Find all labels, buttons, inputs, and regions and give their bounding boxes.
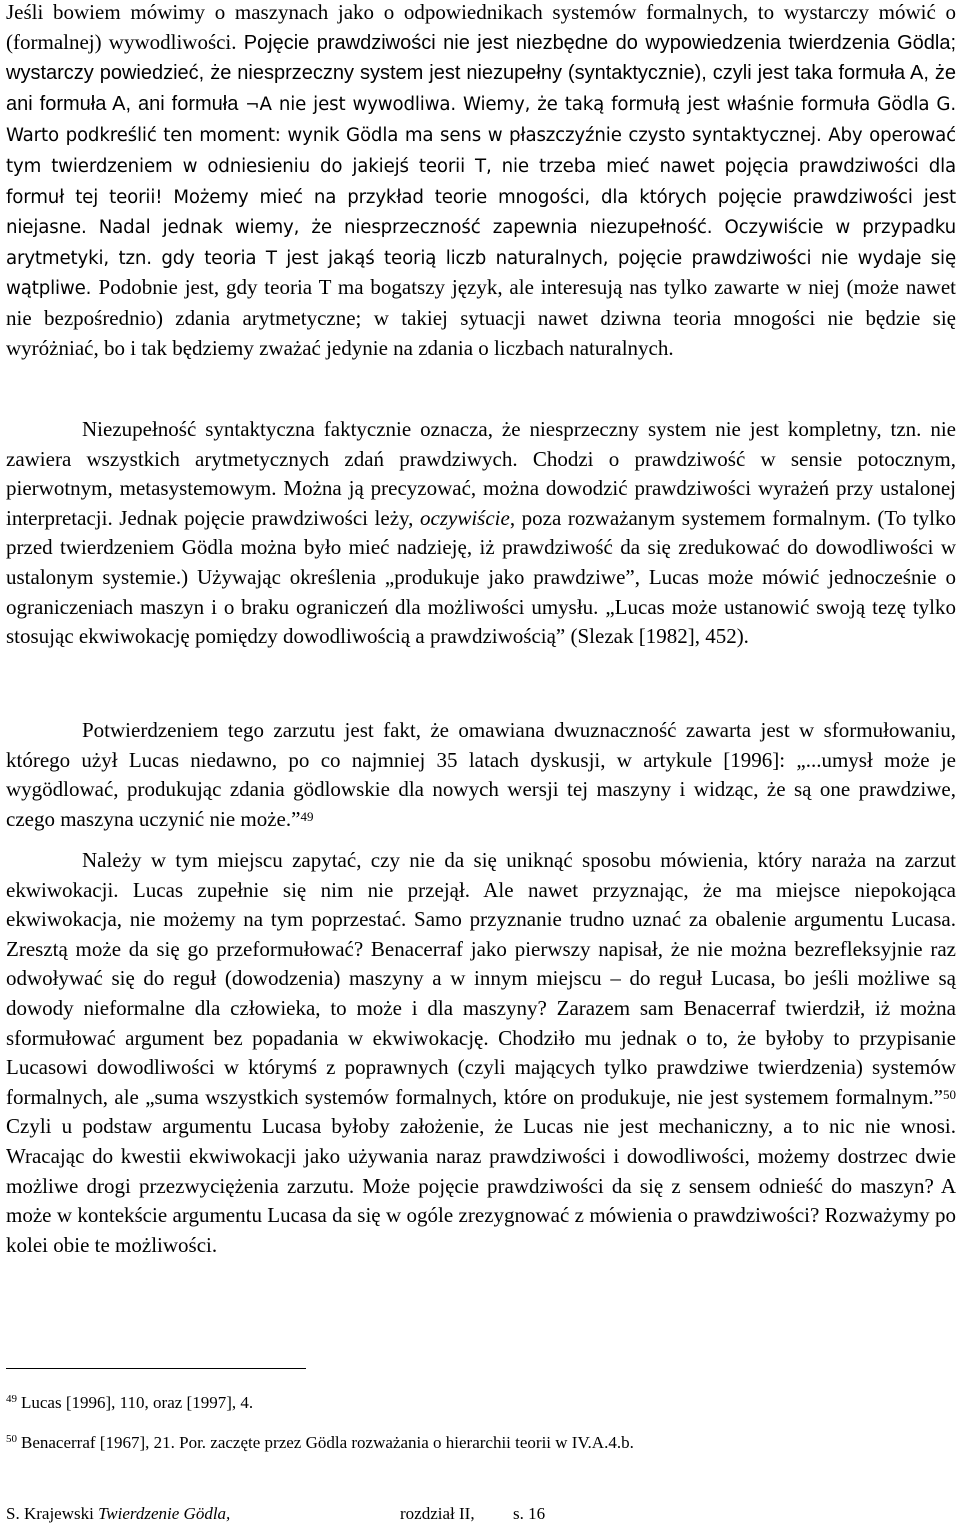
paragraph-3	[6, 716, 956, 834]
footnote-50	[6, 1432, 956, 1454]
text-segment: Potwierdzeniem tego zarzutu jest fakt, że omawiana dwuznaczność zawarta jest w sformułowaniu, którego użył Lucas niedawno, po co najmniej 35 latach dyskusji, w artykule [1996]: „...umysł może je wygödlować, produkując zdania gödlowskie dla nowych wersji tej maszyny i widząc, że są one prawdziwe, czego maszyna uczynić nie może.”	[6, 718, 956, 831]
text-segment: Czyli u podstaw argumentu Lucasa byłoby założenie, że Lucas nie jest mechaniczny, a to nic nie wnosi. Wracając do kwestii ekwiwokacji jako używania naraz prawdziwości i dowodliwości, możemy dostrzec dwie możliwe drogi przezwyciężenia zarzutu. Może pojęcie prawdziwości da się z sensem odnieść do maszyn? A może w kontekście argumentu Lucasa da się w ogóle zrezygnować z mówienia o prawdziwości? Rozważymy po kolei obie te możliwości.	[6, 1114, 956, 1257]
paragraph-2	[6, 415, 956, 652]
text-segment: , poza rozważanym systemem formalnym. (To tylko przed twierdzeniem Gödla można było mieć nadzieję, iż prawdziwość da się zredukować do dowodliwości w ustalonym systemie.) Używając określenia „produkuje jako prawdziwe”, Lucas może mówić jednocześnie o ograniczeniach maszyn i o braku ograniczeń dla możliwości umysłu. „Lucas może ustanowić swoją tezę tylko stosując ekwiwokację pomiędzy dowodliwością a prawdziwością” (Slezak [1982], 452).	[6, 505, 956, 649]
paragraph-1	[6, 0, 956, 363]
footer-author-text: S. Krajewski	[6, 1504, 99, 1523]
text-segment: A nie jest wywodliwa. Wiemy, że taką formułą jest właśnie formuła Gödla G. Warto podkreślić ten moment: wynik Gödla ma sens w płaszczyźnie czysto syntaktycznej. Aby operować tym twierdzeniem w odniesieniu do jakiejś teorii T, nie trzeba mieć nawet pojęcia prawdziwości dla formuł tej teorii! Możemy mieć na przykład teorie mnogości, dla których pojęcie prawdziwości jest niejasne. Nadal jednak wiemy, że niesprzeczność zapewnia niezupełność. Oczywiście w przypadku arytmetyki, tzn. gdy teoria T jest jakąś teorią liczb naturalnych, pojęcie prawdziwości nie wydaje się wątpliwe.	[6, 93, 956, 300]
footer-chapter: rozdział II,	[400, 1504, 475, 1523]
footnote-text: Lucas [1996], 110, oraz [1997], 4.	[21, 1393, 254, 1412]
footer-author	[6, 1503, 230, 1525]
footer-page-number: s. 16	[513, 1504, 546, 1523]
text-segment: Należy w tym miejscu zapytać, czy nie da się uniknąć sposobu mówienia, który naraża na zarzut ekwiwokacji. Lucas zupełnie się nim nie przejął. Ale nawet przyznając, że ma miejsce niepokojąca ekwiwokacja, nie możemy na tym poprzestać. Samo przyznanie trudno uznać za obalenie argumentu Lucasa. Zresztą może da się go przeformułować? Benacerraf jako pierwszy napisał, że nie można bezrefleksyjnie raz odwoływać się do reguł (dowodzenia) maszyny a w innym miejscu – do reguł Lucasa, bo jeśli możliwe są dowody nieformalne dla człowieka, to może i dla maszyny? Zarazem sam Benacerraf twierdził, iż można sformułować argument bez popadania w ekwiwokację. Chodziło mu jednak o to, że byłoby to przypisanie Lucasowi dowodliwości w którymś z poprawnych (czyli mających tylko prawdziwe twierdzenia) systemów formalnych, ale „suma wszystkich systemów formalnych, które on produkuje, nie jest systemem formalnym.”	[6, 848, 956, 1109]
footnote-ref: 49	[300, 808, 314, 824]
footnote-number: 49	[6, 1393, 17, 1405]
paragraph-4	[6, 846, 956, 1260]
footnote-49	[6, 1392, 956, 1414]
text-segment: Niezupełność syntaktyczna faktycznie oznacza, że niesprzeczny system nie jest kompletny, tzn. nie zawiera wszystkich arytmetycznych zdań prawdziwych. Chodzi o prawdziwość w sensie potocznym, pierwotnym, metasystemowym. Można ją precyzować, można dowodzić prawdziwości wyrażeń przy ustalonej interpretacji. Jednak pojęcie prawdziwości leży,	[6, 417, 956, 530]
text-segment: Jeśli bowiem mówimy o maszynach jako o odpowiednikach systemów formalnych, to wystarczy mówić o (formalnej) wywodliwości.	[6, 0, 956, 54]
text-segment: Podobnie jest, gdy teoria T ma bogatszy język, ale interesują nas tylko zawarte w niej (może nawet nie bezpośrednio) zdania arytmetyczne; w takiej sytuacji nawet dziwna teoria mnogości nie będzie się wyróżniać, bo i tak będziemy zważać jedynie na zdania o liczbach naturalnych.	[6, 275, 956, 360]
text-segment: Pojęcie prawdziwości nie jest niezbędne do wypowiedzenia twierdzenia Gödla; wystarczy powiedzieć, że niesprzeczny system jest niezupełny (syntaktycznie), czyli jest taka formuła A, że ani formuła A, ani formuła	[6, 31, 956, 115]
footnote-separator	[6, 1368, 306, 1369]
document-page	[6, 0, 956, 1529]
footer-title: Twierdzenie Gödla,	[98, 1504, 231, 1523]
footnote-number: 50	[6, 1433, 17, 1445]
text-segment: oczywiście	[420, 505, 510, 530]
footnote-ref: 50	[943, 1086, 956, 1102]
text-segment: ¬	[245, 94, 260, 115]
footnote-text: Benacerraf [1967], 21. Por. zaczęte przez Gödla rozważania o hierarchii teorii w IV.A.4.b.	[21, 1433, 634, 1452]
